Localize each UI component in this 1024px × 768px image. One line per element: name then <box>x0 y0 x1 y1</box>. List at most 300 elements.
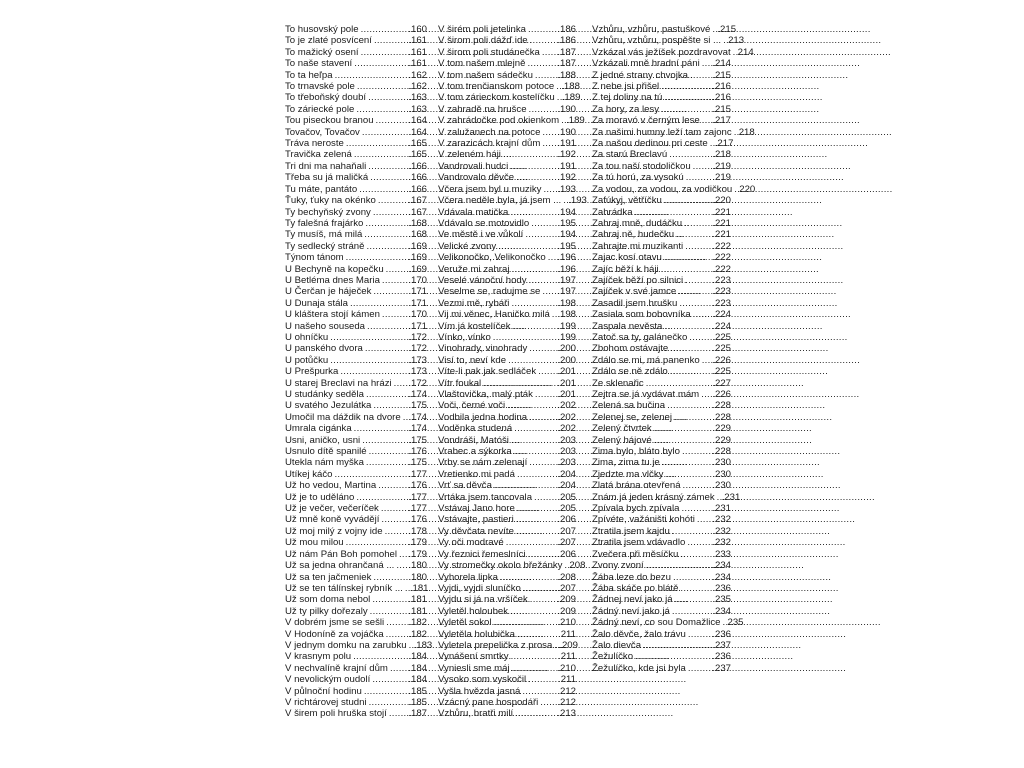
index-entry <box>592 195 731 206</box>
entry-page-number: .226 <box>712 389 731 400</box>
index-entry <box>438 389 576 400</box>
dot-leader <box>366 457 407 468</box>
dot-leader <box>354 149 407 160</box>
entry-title: V Hodoníně za vojáčka <box>285 628 384 640</box>
entry-page-number: .181 <box>408 594 427 606</box>
entry-title: Zahraj ně, hudečku <box>592 229 675 241</box>
entry-title: Už moj milý z vojny ide <box>285 525 383 537</box>
entry-page-number: .185 <box>408 685 427 697</box>
entry-title: Už se ten tálínskej rybník ... <box>285 582 403 594</box>
index-entry <box>285 389 427 400</box>
index-entry <box>285 503 427 514</box>
index-entry <box>285 229 427 240</box>
entry-title: Ťuky, ťuky na okénko <box>285 195 376 207</box>
index-entry <box>592 275 731 286</box>
index-entry <box>592 560 731 571</box>
entry-page-number: .192 <box>557 172 576 184</box>
index-entry <box>438 617 576 628</box>
entry-title: V půlnoční hodinu <box>285 685 362 697</box>
dot-leader <box>493 332 557 343</box>
entry-title: Vy oči modravé <box>438 537 504 549</box>
index-entry <box>285 275 427 286</box>
entry-page-number: .176 <box>408 514 427 526</box>
dot-leader <box>685 275 711 286</box>
entry-page-number: .166 <box>408 172 427 184</box>
dot-leader <box>409 640 413 651</box>
dot-leader <box>370 606 408 617</box>
index-entry <box>285 92 427 103</box>
index-entry <box>592 343 731 354</box>
dot-leader <box>511 264 556 275</box>
entry-title: Už mně koně vyvádějí <box>285 514 380 526</box>
index-entry <box>438 549 576 560</box>
entry-page-number: .163 <box>408 103 427 115</box>
dot-leader <box>330 332 407 343</box>
dot-leader <box>542 286 556 297</box>
entry-page-number: .182 <box>408 628 427 640</box>
dot-leader <box>542 138 556 149</box>
dot-leader <box>366 241 407 252</box>
entry-title: Ze sklenařic <box>592 377 644 389</box>
index-entry <box>592 663 731 674</box>
dot-leader <box>530 594 557 605</box>
index-entry <box>438 378 576 389</box>
entry-page-number: .228 <box>712 411 731 423</box>
dot-leader <box>396 560 407 571</box>
entry-title: U Dunaja stála <box>285 297 348 309</box>
entry-page-number: .192 <box>557 149 576 161</box>
dot-leader <box>528 674 557 685</box>
dot-leader <box>515 708 556 719</box>
index-entry <box>285 457 427 468</box>
entry-title: V zeleném háji <box>438 149 501 161</box>
entry-title: Vyhorela lipka <box>438 571 498 583</box>
entry-page-number: .188 <box>561 81 580 93</box>
entry-title: Zajíc běží k háji <box>592 263 659 275</box>
index-entry <box>438 526 576 537</box>
dot-leader <box>654 423 712 434</box>
entry-title: Veselé vánoční hody <box>438 274 527 286</box>
entry-title: Zjedzte ma vlčky <box>592 468 664 480</box>
entry-page-number: .225 <box>712 366 731 378</box>
index-entry <box>285 708 427 719</box>
dot-leader <box>506 537 557 548</box>
index-entry <box>592 617 744 629</box>
index-entry <box>438 207 576 218</box>
index-entry <box>438 309 576 320</box>
entry-title: Včera neděle byla, já jsem ... <box>438 195 562 207</box>
entry-title: Za starú Breclavú <box>592 149 668 161</box>
index-entry <box>592 389 731 400</box>
index-entry <box>438 149 576 160</box>
index-entry <box>592 378 731 389</box>
entry-title: V širém poli jetelinka <box>438 24 526 35</box>
entry-page-number: .175 <box>408 457 427 469</box>
dot-leader <box>717 492 721 503</box>
index-entry <box>438 24 576 35</box>
entry-title: Vzhůru, vzhůru, pastuškové <box>592 24 711 35</box>
index-entry <box>592 218 731 229</box>
entry-title: To třeboňský doubí <box>285 92 367 104</box>
dot-leader <box>529 343 556 354</box>
entry-page-number: .164 <box>408 126 427 138</box>
entry-title: V nevolickým oudolí <box>285 674 371 686</box>
entry-title: V tom našem mlejně <box>438 58 526 70</box>
entry-page-number: .211 <box>558 674 576 686</box>
entry-page-number: .172 <box>408 331 427 343</box>
entry-page-number: .172 <box>408 343 427 355</box>
entry-title: Žába skáče po blátě <box>592 582 679 594</box>
index-entry <box>438 423 576 434</box>
index-entry <box>438 195 587 207</box>
entry-page-number: .205 <box>557 503 576 515</box>
dot-leader <box>680 549 711 560</box>
index-entry <box>592 435 731 446</box>
entry-title: Za našimi humny leží tam zajonc <box>592 126 732 138</box>
entry-title: Zasadil jsem hrušku <box>592 297 678 309</box>
entry-title: Ztratila jsem kajdu <box>592 525 670 537</box>
dot-leader <box>382 275 407 286</box>
dot-leader <box>514 423 556 434</box>
index-entry <box>592 252 731 263</box>
index-entry <box>285 321 427 332</box>
index-entry <box>592 457 731 468</box>
index-entry <box>592 412 731 423</box>
index-entry <box>285 617 427 628</box>
entry-title: Vstávajte, pastieri <box>438 514 514 526</box>
index-entry <box>438 70 576 81</box>
entry-title: Zahraj mně, dudáčku <box>592 217 683 229</box>
index-entry <box>285 674 427 685</box>
index-entry <box>438 127 576 138</box>
entry-title: Za našou dedinou pri ceste <box>592 138 708 150</box>
index-entry <box>285 492 427 503</box>
index-entry <box>438 697 576 708</box>
index-entry <box>592 503 731 514</box>
entry-title: Zelený čtvrtek <box>592 423 652 435</box>
index-entry <box>438 412 576 423</box>
entry-title: Visí to, neví kde <box>438 354 507 366</box>
dot-leader <box>531 218 556 229</box>
entry-title: V jednym domku na zarubku <box>285 639 407 651</box>
entry-title: Vrť sa děvča <box>438 480 492 492</box>
dot-leader <box>662 457 712 468</box>
index-entry <box>285 58 427 69</box>
dot-leader <box>712 24 716 35</box>
entry-title: Velické zvony <box>438 240 497 252</box>
entry-title: Vynášení smrtky <box>438 651 509 663</box>
index-entry <box>592 469 731 480</box>
dot-leader <box>675 594 712 605</box>
entry-title: V tom trenčianskom potoce <box>438 81 555 93</box>
entry-title: Už sa ten jačmeniek <box>285 571 372 583</box>
dot-leader <box>517 503 557 514</box>
entry-title: Už je to uděláno <box>285 491 355 503</box>
dot-leader <box>665 469 711 480</box>
dot-leader <box>552 309 557 320</box>
index-entry <box>285 435 427 446</box>
entry-title: U panského dvora <box>285 343 363 355</box>
dot-leader <box>372 594 407 605</box>
entry-page-number: .197 <box>557 274 576 286</box>
entry-page-number: .174 <box>408 423 427 435</box>
index-entry <box>438 457 576 468</box>
index-entry <box>285 115 427 126</box>
index-entry <box>592 92 731 103</box>
entry-title: Týnom tánom <box>285 252 344 264</box>
index-entry <box>438 503 576 514</box>
dot-leader <box>723 35 727 46</box>
entry-page-number: .210 <box>557 662 576 674</box>
dot-leader <box>510 606 556 617</box>
dot-leader <box>370 172 407 183</box>
entry-page-number: .202 <box>557 400 576 412</box>
entry-title: V zahrádočke pod okienkom <box>438 115 560 127</box>
dot-leader <box>334 469 407 480</box>
index-entry <box>438 469 576 480</box>
entry-title: Žalo dievča <box>592 639 642 651</box>
dot-leader <box>661 104 711 115</box>
index-entry <box>438 298 576 309</box>
dot-leader <box>678 286 711 297</box>
entry-page-number: .204 <box>557 480 576 492</box>
dot-leader <box>361 24 408 35</box>
entry-title: Vyletěl holoubek <box>438 605 509 617</box>
index-entry <box>592 583 731 594</box>
entry-title: V richtárovej studni <box>285 696 367 708</box>
index-entry <box>285 35 427 46</box>
dot-leader <box>364 229 407 240</box>
entry-title: Zima bylo, bláto bylo <box>592 446 680 458</box>
entry-title: Vy stromečky okolo břežánky <box>438 560 563 572</box>
entry-title: Vyjdu si já na vršíček <box>438 594 528 606</box>
index-entry <box>285 514 427 525</box>
index-entry <box>592 161 731 172</box>
entry-page-number: .232 <box>712 514 731 526</box>
entry-page-number: .203 <box>557 446 576 458</box>
entry-page-number: .236 <box>712 582 731 594</box>
entry-title: Žádný neví jako já <box>592 605 670 617</box>
dot-leader <box>390 663 407 674</box>
dot-leader <box>346 537 408 548</box>
index-entry <box>592 537 731 548</box>
index-entry <box>592 298 731 309</box>
entry-page-number: .189 <box>561 92 581 104</box>
entry-page-number: .230 <box>712 468 731 480</box>
dot-leader <box>381 503 407 514</box>
entry-title: Vy řeznici řemeslníci <box>438 548 526 560</box>
index-entry <box>438 446 576 457</box>
index-entry <box>592 480 731 491</box>
entry-title: U Bechyně na kopečku <box>285 263 384 275</box>
entry-page-number: .179 <box>408 537 427 549</box>
dot-leader <box>386 617 407 628</box>
dot-leader <box>535 70 556 81</box>
entry-page-number: .177 <box>408 468 427 480</box>
entry-title: Zajac kosí otavu <box>592 252 662 264</box>
dot-leader <box>685 241 711 252</box>
entry-title: Vínko, vínko <box>438 331 491 343</box>
dot-leader <box>522 686 556 697</box>
dot-leader <box>661 264 712 275</box>
entry-page-number: .207 <box>557 582 576 594</box>
entry-page-number: .208 <box>557 571 576 583</box>
dot-leader <box>529 457 556 468</box>
dot-leader <box>386 629 408 640</box>
entry-title: Ztratila jsem vdávadlo <box>592 537 686 549</box>
index-entry <box>285 127 427 138</box>
index-entry <box>285 549 427 560</box>
entry-title: Vítr foukal <box>438 377 482 389</box>
entry-page-number: .194 <box>557 206 576 218</box>
entry-title: To záriecké pole <box>285 103 355 115</box>
entry-title: Ty sedlecký stráně <box>285 240 365 252</box>
entry-page-number: .198 <box>557 309 576 321</box>
dot-leader <box>367 321 407 332</box>
entry-title: Z tej doliny na tú <box>592 92 663 104</box>
entry-title: Vij mi věnec, Haničko milá <box>438 309 550 321</box>
index-entry <box>438 537 576 548</box>
dot-leader <box>689 332 711 343</box>
index-entry <box>285 355 427 366</box>
dot-leader <box>686 172 712 183</box>
entry-title: V nechvalíně krajní dům <box>285 662 388 674</box>
dot-leader <box>508 355 556 366</box>
entry-page-number: .222 <box>712 252 731 264</box>
dot-leader <box>340 366 407 377</box>
index-entry <box>592 229 731 240</box>
entry-title: Za vodou, za vodou, za vodičkou <box>592 183 733 195</box>
index-entry <box>285 286 427 297</box>
dot-leader <box>664 321 711 332</box>
index-entry <box>438 400 576 411</box>
index-entry <box>438 275 576 286</box>
entry-title: V tom zárieckom kostelíčku <box>438 92 555 104</box>
entry-page-number: 235 <box>727 617 744 629</box>
entry-page-number: .204 <box>557 468 576 480</box>
entry-page-number: .189 <box>566 115 585 127</box>
dot-leader <box>538 366 556 377</box>
dot-leader <box>529 412 556 423</box>
dot-leader <box>378 195 407 206</box>
dot-leader <box>679 298 711 309</box>
index-entry <box>285 469 427 480</box>
dot-leader <box>643 640 711 651</box>
dot-leader <box>356 492 407 503</box>
index-entry <box>285 252 427 263</box>
dot-leader <box>667 400 711 411</box>
entry-page-number: .229 <box>712 434 731 446</box>
entry-page-number: .207 <box>557 525 576 537</box>
entry-page-number: .193 <box>557 183 576 195</box>
entry-title: Vandrovali hudci <box>438 160 509 172</box>
index-entry <box>592 115 731 126</box>
entry-page-number: .196 <box>557 263 576 275</box>
dot-leader <box>687 537 711 548</box>
dot-leader <box>513 321 557 332</box>
dot-leader <box>664 195 711 206</box>
index-entry <box>592 594 731 605</box>
entry-page-number: .167 <box>408 195 427 207</box>
dot-leader <box>516 514 557 525</box>
index-entry <box>592 514 731 525</box>
entry-page-number: .169 <box>408 240 427 252</box>
entry-page-number: .203 <box>557 434 576 446</box>
entry-page-number: .162 <box>408 81 427 93</box>
entry-page-number: .187 <box>557 46 576 58</box>
dot-leader <box>530 35 557 46</box>
entry-page-number: .214 <box>712 58 731 70</box>
entry-title: U Prešpurka <box>285 366 339 378</box>
entry-page-number: .215 <box>712 69 731 81</box>
dot-leader <box>389 708 407 719</box>
dot-leader <box>672 606 711 617</box>
entry-page-number: .237 <box>712 662 731 674</box>
dot-leader <box>386 264 408 275</box>
entry-title: Už mou milou <box>285 537 344 549</box>
entry-page-number: .198 <box>557 297 576 309</box>
index-entry <box>592 606 731 617</box>
dot-leader <box>540 697 556 708</box>
entry-title: Žalo děvče, žalo trávu <box>592 628 686 640</box>
entry-page-number: .201 <box>557 366 576 378</box>
entry-title: Zvony zvoní <box>592 560 644 572</box>
entry-page-number: .175 <box>408 434 427 446</box>
entry-page-number: .173 <box>408 366 427 378</box>
index-entry <box>438 104 576 115</box>
dot-leader <box>350 298 407 309</box>
dot-leader <box>693 309 712 320</box>
index-entry <box>592 400 731 411</box>
entry-title: Usni, aničko, usni <box>285 434 361 446</box>
entry-title: Zajíček běží po silnici <box>592 274 684 286</box>
entry-title: Vyletěla holubička <box>438 628 515 640</box>
entry-title: Už je večer, večeríček <box>285 503 379 515</box>
entry-page-number: .236 <box>712 628 731 640</box>
entry-page-number: .234 <box>712 605 731 617</box>
entry-page-number: .215 <box>712 103 731 115</box>
dot-leader <box>702 355 712 366</box>
dot-leader <box>494 617 557 628</box>
index-entry <box>592 549 731 560</box>
dot-leader <box>399 549 407 560</box>
dot-leader <box>710 138 714 149</box>
entry-page-number: .219 <box>712 172 731 184</box>
dot-leader <box>528 549 557 560</box>
entry-page-number: .227 <box>712 377 731 389</box>
entry-page-number: .201 <box>557 389 576 400</box>
entry-page-number: .175 <box>408 400 427 412</box>
entry-page-number: .230 <box>712 480 731 492</box>
dot-leader <box>661 81 711 92</box>
entry-title: Vdávalo se motovidlo <box>438 217 530 229</box>
index-entry <box>285 207 427 218</box>
entry-page-number: .184 <box>408 674 427 686</box>
entry-page-number: .234 <box>712 560 731 572</box>
dot-leader <box>527 58 556 69</box>
entry-page-number: .176 <box>408 480 427 492</box>
entry-page-number: .217 <box>714 138 734 150</box>
entry-page-number: .222 <box>712 240 731 252</box>
entry-page-number: .205 <box>557 491 576 503</box>
entry-title: To ta heľpa <box>285 69 333 81</box>
entry-title: Zima, zima tu je <box>592 457 660 469</box>
index-entry <box>285 594 427 605</box>
entry-title: Už ty pilky dořezaly <box>285 605 368 617</box>
entry-title: Za moravó v černým lese <box>592 115 700 127</box>
entry-page-number: .187 <box>408 708 427 720</box>
entry-page-number: .194 <box>557 229 576 241</box>
